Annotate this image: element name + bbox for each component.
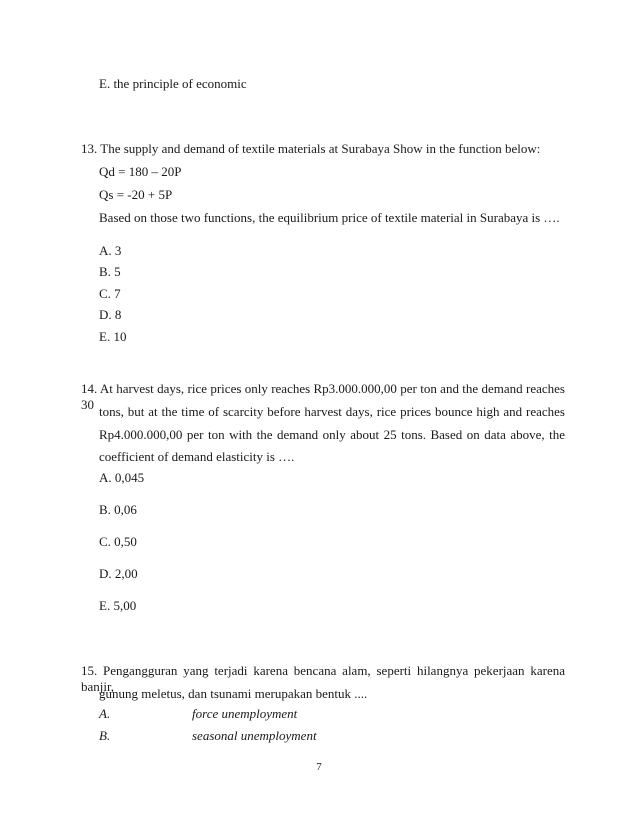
q14-option-a: A. 0,045: [99, 470, 145, 485]
q13-qs-function: Qs = -20 + 5P: [99, 187, 173, 202]
q14-stem-line-4: coefficient of demand elasticity is ….: [99, 449, 295, 464]
q14-option-c: C. 0,50: [99, 534, 137, 549]
q15-option-a-letter: A.: [99, 706, 111, 721]
q13-qd-function: Qd = 180 – 20P: [99, 164, 182, 179]
q13-option-e: E. 10: [99, 329, 127, 344]
q13-stem: 13. The supply and demand of textile materials at Surabaya Show in the function below:: [81, 141, 541, 156]
q14-option-e: E. 5,00: [99, 598, 137, 613]
q13-question: Based on those two functions, the equilibrium price of textile material in Surabaya is ….: [99, 210, 560, 225]
q13-option-c: C. 7: [99, 286, 121, 301]
q15-option-b-letter: B.: [99, 728, 111, 743]
q13-option-a: A. 3: [99, 243, 122, 258]
page-number: 7: [316, 761, 322, 773]
q14-option-b: B. 0,06: [99, 502, 137, 517]
prev-option-e: E. the principle of economic: [99, 76, 247, 91]
q14-stem-line-3: Rp4.000.000,00 per ton with the demand only about 25 tons. Based on data above, the: [99, 427, 565, 442]
q14-option-d: D. 2,00: [99, 566, 138, 581]
q14-stem-line-1: 14. At harvest days, rice prices only reaches Rp3.000.000,00 per ton and the demand reaches 30: [81, 381, 565, 412]
q15-stem-line-1: 15. Pengangguran yang terjadi karena bencana alam, seperti hilangnya pekerjaan karena banjir,: [81, 663, 565, 694]
q15-stem-line-2: gunung meletus, dan tsunami merupakan bentuk ....: [99, 686, 368, 701]
q15-option-a-text: force unemployment: [192, 706, 298, 721]
q14-stem-line-2: tons, but at the time of scarcity before harvest days, rice prices bounce high and reaches: [99, 404, 565, 419]
q15-option-b-text: seasonal unemployment: [192, 728, 317, 743]
q13-option-b: B. 5: [99, 264, 121, 279]
q13-option-d: D. 8: [99, 307, 122, 322]
